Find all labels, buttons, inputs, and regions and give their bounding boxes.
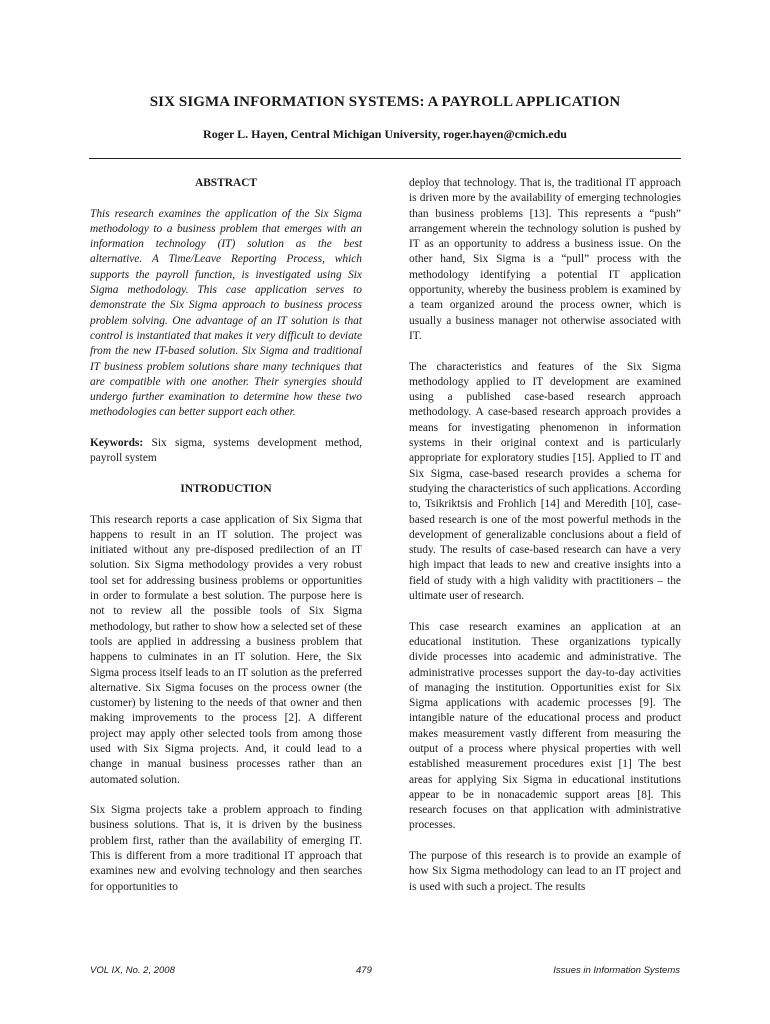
keywords [90,436,362,467]
left-column [90,176,362,895]
right-column [409,176,681,895]
footer-page-number: 479 [356,965,372,976]
introduction-heading: INTRODUCTION [180,482,272,495]
paragraph: This case research examines an application at an educational institution. These organizations typically divide processes into academic and administrative. The administrative processes support the day-to-day activities of managing the institution. Opportunities exist for Six Sigma applications with academic processes [9]. The intangible nature of the educational process and product makes measurement vastly different from measuring the output of a process where physical properties with well established measurement procedures exist [1] The best areas for applying Six Sigma in educational institutions appear to be in nonacademic support areas [8]. This research focuses on that application with administrative processes. [409,620,681,832]
abstract-heading: ABSTRACT [194,177,258,189]
paragraph: deploy that technology. That is, the traditional IT approach is driven more by the availability of emerging technologies than business problems [13]. This represents a “push” arrangement wherein the technology solution is pushed by IT as an opportunity to address a business issue. On the other hand, Six Sigma is a “pull” process with the methodology identifying a potential IT application opportunity, whereby the business problem is examined by a team organized around the process owner, which is usually a business manager not otherwise associated with IT. [409,177,681,342]
author-byline: Roger L. Hayen, Central Michigan University, roger.hayen@cmich.edu [203,127,567,141]
header-rule [89,158,681,159]
paragraph: Six Sigma projects take a problem approach to finding business solutions. That is, it is driven by the business problem first, rather than the availability of emerging IT. This is different from a more traditional IT approach that examines new and evolving technology and then searches for opportunities to [90,804,362,893]
abstract-text: This research examines the application of the Six Sigma methodology to a business problem that emerges with an information technology (IT) solution as the best alternative. A Time/Leave Reporting Process, which supports the payroll function, is investigated using Six Sigma methodology. This case application serves to demonstrate the Six Sigma approach to business process problem solving. One advantage of an IT solution is that control is instantiated that makes it very difficult to deviate from the new IT-based solution. Six Sigma and traditional IT business problem solutions share many techniques that are compatible with one another. Their synergies should undergo further examination to determine how these two methodologies can better support each other. [90,207,362,419]
keywords-label: Keywords: [90,437,144,450]
paper-title: SIX SIGMA INFORMATION SYSTEMS: A PAYROLL APPLICATION [149,94,621,110]
footer-volume: VOL IX, No. 2, 2008 [90,965,175,976]
paragraph: The purpose of this research is to provide an example of how Six Sigma methodology can lead to an IT project and is used with such a project. The results [409,850,681,893]
keywords-text: Six sigma, systems development method, payroll system [90,437,362,465]
footer-journal: Issues in Information Systems [553,965,680,976]
paragraph: This research reports a case application of Six Sigma that happens to result in an IT solution. The project was initiated without any pre-disposed predilection of an IT solution. Six Sigma methodology provides a very robust tool set for addressing business problems or opportunities in order to formulate a best solution. The purpose here is not to review all the possible tools of Six Sigma methodology, but rather to show how a selected set of these tools are applied in addressing a business problem that happens to culminates in an IT solution. Here, the Six Sigma process itself leads to an IT solution as the preferred alternative. Six Sigma focuses on the process owner (the customer) by listening to the needs of that owner and then making improvements to the process [2]. A different project may apply other selected tools from among those used with Six Sigma projects. And, it could lead to a change in manual business processes rather than an automated solution. [90,513,362,786]
paragraph: The characteristics and features of the Six Sigma methodology applied to IT development are examined using a published case-based research approach methodology. A case-based research approach provides a means for investigating phenomenon in information systems in their original context and is particularly appropriate for exploratory studies [15]. Applied to IT and Six Sigma, case-based research provides a schema for studying the characteristics of such applications. According to, Tsikriktsis and Frohlich [14] and Meredith [10], case-based research is one of the most powerful methods in the development of generalizable conclusions about a field of study. The results of case-based research can have a very high impact that leads to new and creative insights into a field of study with a high validity with practitioners – the ultimate user of research. [409,360,681,603]
